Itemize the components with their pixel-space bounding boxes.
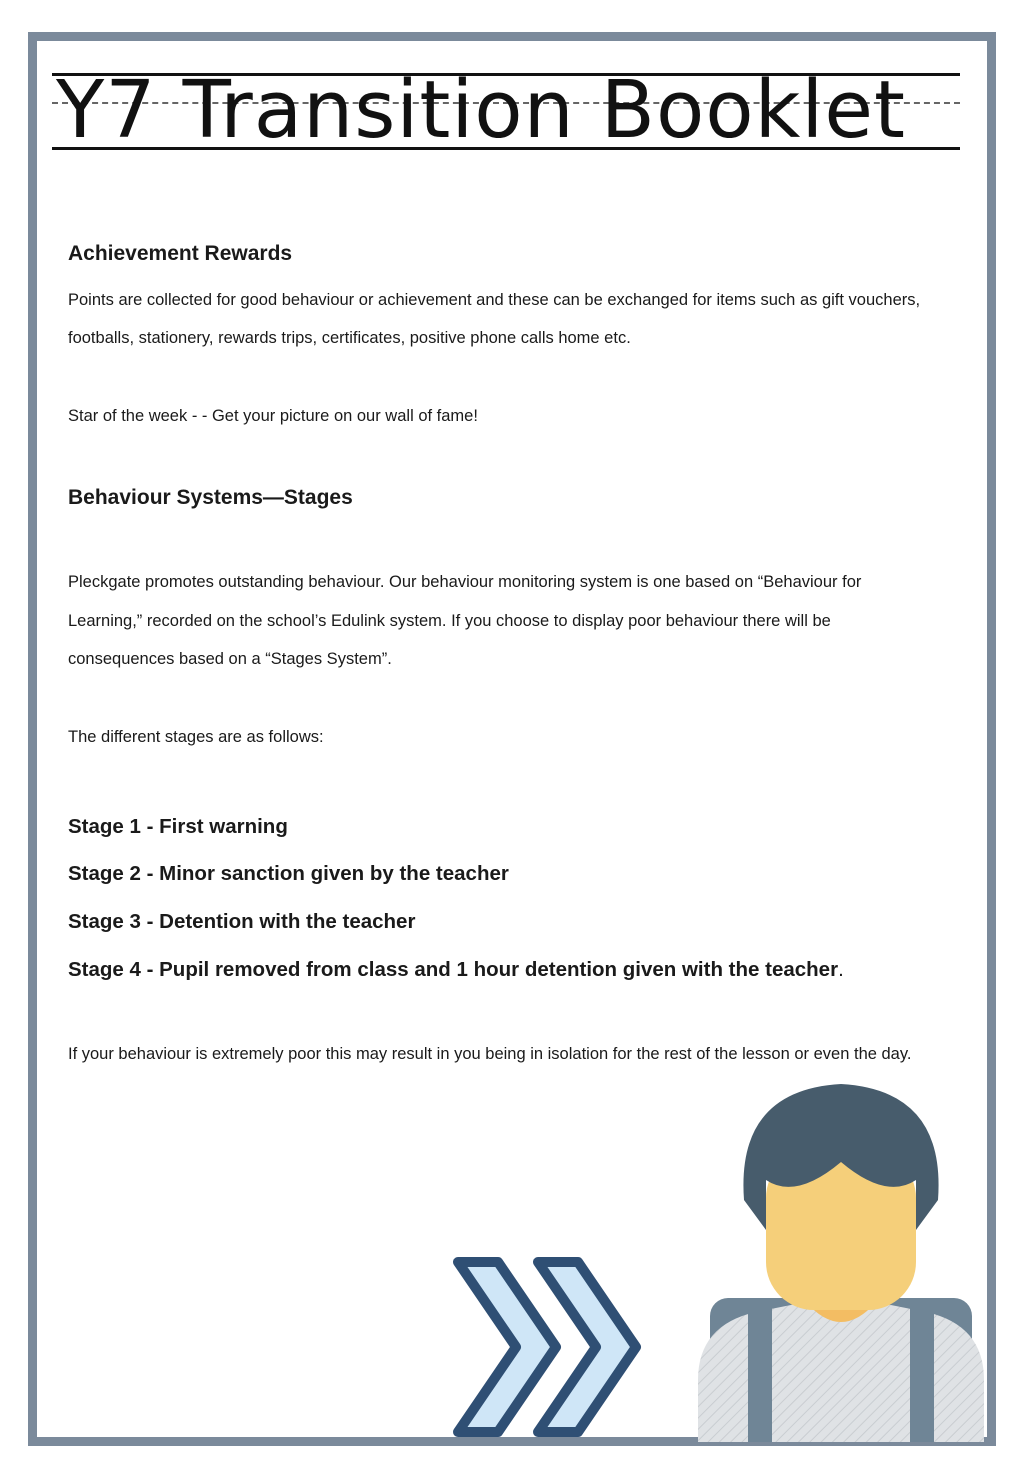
- stages-intro-text: The different stages are as follows:: [68, 728, 324, 746]
- behaviour-paragraph-line-3: consequences based on a “Stages System”.: [68, 650, 392, 668]
- stage-3: [68, 910, 415, 934]
- stage-3-text: Stage 3 - Detention with the teacher: [68, 910, 416, 933]
- strap-left: [748, 1308, 772, 1442]
- shirt: [698, 1302, 984, 1442]
- behaviour-paragraph-line-1: Pleckgate promotes outstanding behaviour. Our behaviour monitoring system is one based on “Behaviour for: [68, 573, 862, 591]
- stage-4-suffix: .: [838, 958, 844, 981]
- strap-right: [910, 1308, 934, 1442]
- stage-4: [68, 958, 844, 982]
- isolation-text: If your behaviour is extremely poor this may result in you being in isolation for the rest of the lesson or even the day.: [68, 1045, 912, 1063]
- stage-2-text: Stage 2 - Minor sanction given by the teacher: [68, 862, 509, 885]
- stage-2: [68, 862, 509, 886]
- title-banner: [52, 64, 960, 158]
- double-chevron-icon: [446, 1252, 656, 1442]
- stage-1-text: Stage 1 - First warning: [68, 815, 288, 838]
- booklet-title: Y7 Transition Booklet: [56, 64, 906, 156]
- stage-4-text: Stage 4 - Pupil removed from class and 1 hour detention given with the teacher: [68, 958, 839, 981]
- achievement-paragraph-line-2: footballs, stationery, rewards trips, certificates, positive phone calls home etc.: [68, 329, 631, 347]
- behaviour-heading: Behaviour Systems—Stages: [68, 486, 353, 509]
- achievement-heading: Achievement Rewards: [68, 242, 293, 265]
- behaviour-paragraph-line-2: Learning,” recorded on the school’s Edulink system. If you choose to display poor behaviour there will be: [68, 612, 831, 630]
- star-of-the-week-text: Star of the week - - Get your picture on our wall of fame!: [68, 407, 478, 425]
- chevron-left: [458, 1262, 556, 1432]
- achievement-paragraph-line-1: Points are collected for good behaviour or achievement and these can be exchanged for items such as gift vouchers,: [68, 291, 921, 309]
- student-avatar-icon: [696, 1080, 986, 1442]
- stage-1: [68, 815, 288, 839]
